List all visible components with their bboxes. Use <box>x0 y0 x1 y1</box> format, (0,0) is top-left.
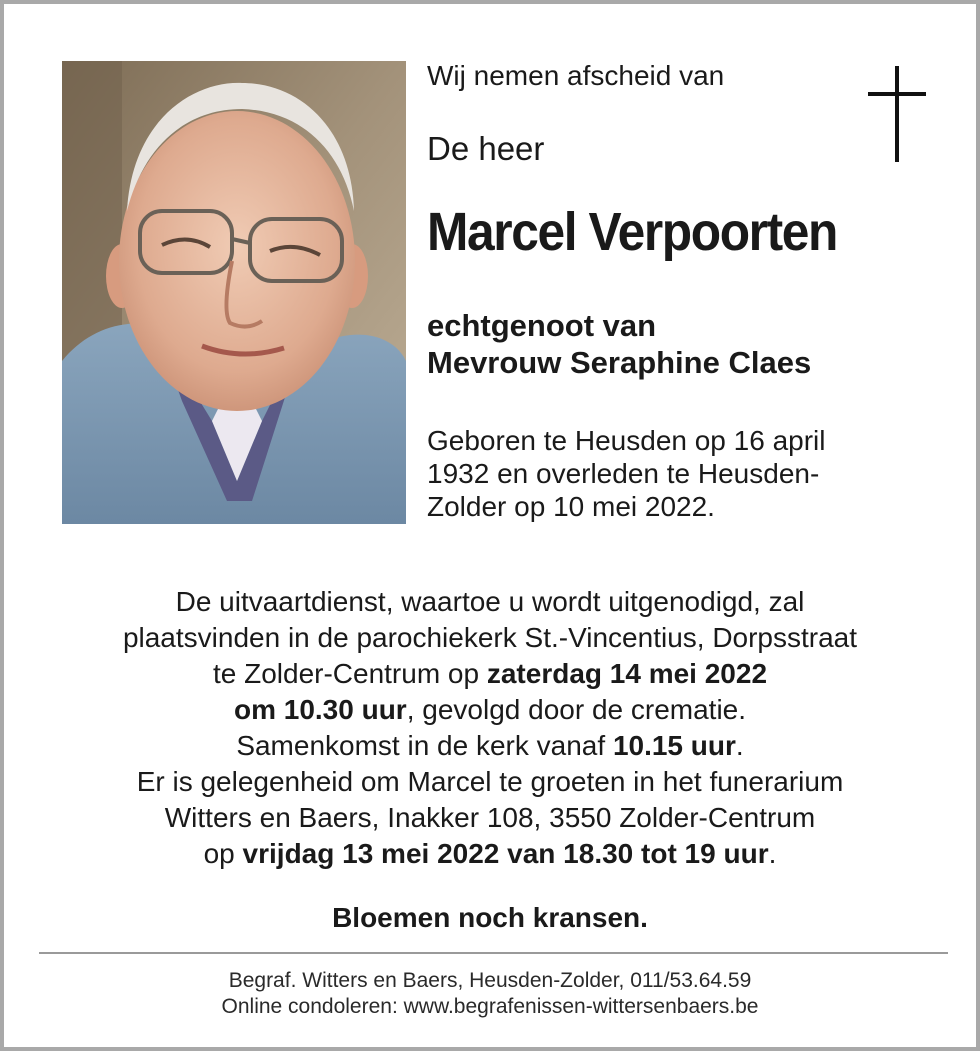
service-line-4 <box>4 692 976 728</box>
service-line-5 <box>4 728 976 764</box>
spouse-block <box>427 307 811 381</box>
service-line-3 <box>4 656 976 692</box>
service-line-7: Witters en Baers, Inakker 108, 3550 Zolder-Centrum <box>164 802 816 833</box>
portrait-illustration <box>62 61 406 524</box>
divider <box>39 952 948 954</box>
service-details <box>4 584 976 872</box>
title-text: De heer <box>427 130 545 167</box>
birth-line-1: Geboren te Heusden op 16 april <box>427 425 826 456</box>
spouse-line-1: echtgenoot van <box>427 308 657 343</box>
birth-death-block <box>427 424 826 523</box>
birth-line-2: 1932 en overleden te Heusden- <box>427 458 820 489</box>
service-line-8 <box>4 836 976 872</box>
service-date: zaterdag 14 mei 2022 <box>486 658 768 689</box>
service-line-5-text: Samenkomst in de kerk vanaf <box>236 730 613 761</box>
service-line-2: plaatsvinden in de parochiekerk St.-Vincentius, Dorpsstraat <box>122 622 858 653</box>
flowers-note: Bloemen noch kransen. <box>332 902 648 933</box>
condolence-link[interactable]: Online condoleren: www.begrafenissen-wittersenbaers.be <box>221 995 759 1018</box>
service-line-3-text: te Zolder-Centrum op <box>212 658 487 689</box>
deceased-name: Marcel Verpoorten <box>427 202 838 262</box>
portrait-photo <box>62 61 406 524</box>
service-line-8-text: op <box>203 838 243 869</box>
cross-icon <box>868 66 926 162</box>
footer <box>4 968 976 1020</box>
service-line-8-end: . <box>768 838 777 869</box>
spouse-line-2: Mevrouw Seraphine Claes <box>427 345 812 380</box>
service-line-5-end: . <box>735 730 744 761</box>
gathering-time: 10.15 uur <box>612 730 736 761</box>
service-time: om 10.30 uur <box>233 694 407 725</box>
birth-line-3: Zolder op 10 mei 2022. <box>427 491 715 522</box>
funeral-home-line: Begraf. Witters en Baers, Heusden-Zolder, 011/53.64.59 <box>228 969 752 992</box>
service-line-6: Er is gelegenheid om Marcel te groeten in het funerarium <box>136 766 844 797</box>
intro-text: Wij nemen afscheid van <box>427 60 725 91</box>
viewing-date: vrijdag 13 mei 2022 van 18.30 tot 19 uur <box>242 838 769 869</box>
service-line-4-text: , gevolgd door de crematie. <box>406 694 747 725</box>
service-line-1: De uitvaartdienst, waartoe u wordt uitgenodigd, zal <box>175 586 805 617</box>
